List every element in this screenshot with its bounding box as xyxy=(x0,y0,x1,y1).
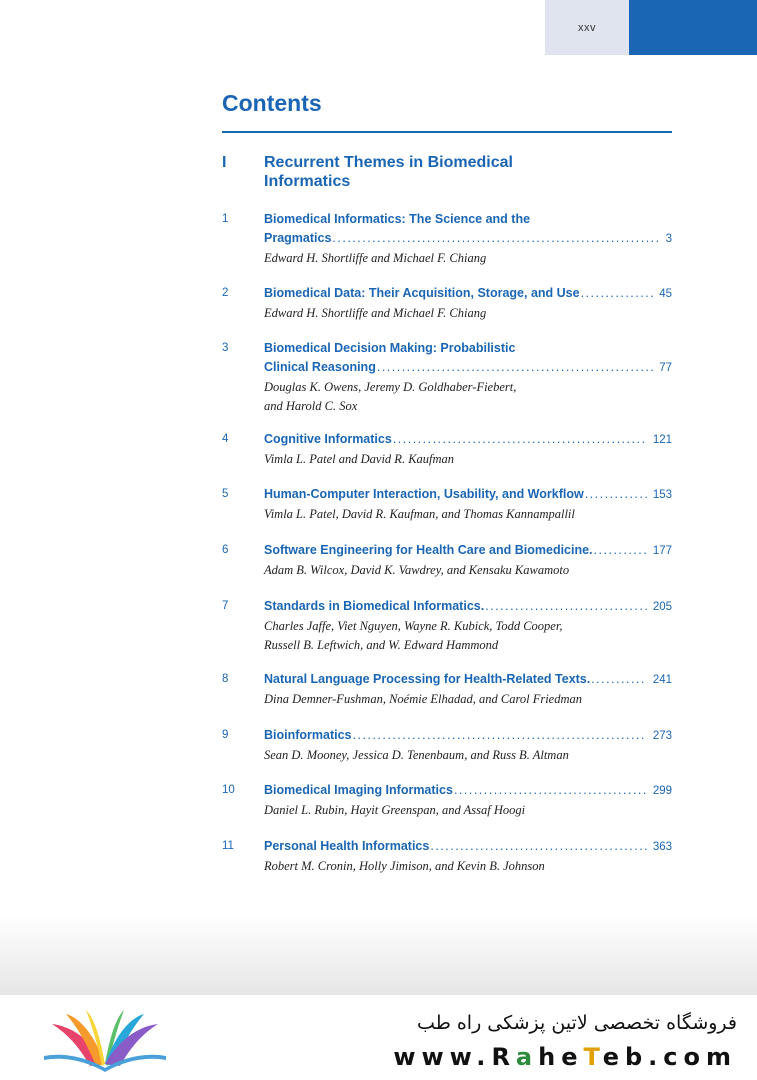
dot-leader xyxy=(332,229,659,248)
dot-leader xyxy=(594,541,647,560)
chapter-title-line xyxy=(264,597,672,617)
chapter-page-number: 3 xyxy=(665,233,672,245)
part-title: Recurrent Themes in Biomedical Informatics xyxy=(264,154,513,190)
chapter-title: Bioinformatics xyxy=(264,728,352,742)
contents-title: Contents xyxy=(222,90,322,116)
chapter-number: 2 xyxy=(222,287,229,299)
chapter-title: Pragmatics xyxy=(264,231,332,245)
chapter-number: 10 xyxy=(222,784,235,796)
chapter-body xyxy=(264,485,672,524)
chapter-body xyxy=(264,541,672,580)
chapter-title-line xyxy=(264,358,672,378)
chapter-title-line xyxy=(264,781,672,801)
chapter-body xyxy=(264,210,672,268)
chapter-title: Biomedical Data: Their Acquisition, Storage, and Use xyxy=(264,286,580,300)
chapter-page-number: 77 xyxy=(659,362,672,374)
chapter-authors: Daniel L. Rubin, Hayit Greenspan, and Assaf Hoogi xyxy=(264,803,526,817)
shop-url: www.RaheTeb.com xyxy=(393,1043,737,1071)
chapter-body xyxy=(264,837,672,876)
chapter-title-line xyxy=(264,485,672,505)
dot-leader xyxy=(430,837,646,856)
chapter-body xyxy=(264,781,672,820)
chapter-authors: Dina Demner-Fushman, Noémie Elhadad, and Carol Friedman xyxy=(264,692,583,706)
chapter-authors: Sean D. Mooney, Jessica D. Tenenbaum, and Russ B. Altman xyxy=(264,748,569,762)
chapter-title: Human-Computer Interaction, Usability, and Workflow xyxy=(264,487,584,501)
chapter-body xyxy=(264,284,672,323)
chapter-title-line xyxy=(264,670,672,690)
chapter-title: Natural Language Processing for Health-Related Texts. xyxy=(264,672,591,686)
chapter-number: 11 xyxy=(222,840,234,852)
chapter-title-line xyxy=(264,837,672,857)
chapter-title-line xyxy=(264,726,672,746)
chapter-authors: Edward H. Shortliffe and Michael F. Chiang xyxy=(264,306,487,320)
chapter-title-line-1: Biomedical Informatics: The Science and the xyxy=(264,212,531,226)
chapter-authors: Vimla L. Patel, David R. Kaufman, and Thomas Kannampallil xyxy=(264,507,575,521)
chapter-title-line xyxy=(264,541,672,561)
chapter-title: Software Engineering for Health Care and Biomedicine. xyxy=(264,543,593,557)
chapter-page-number: 205 xyxy=(652,601,672,613)
open-book-logo-icon xyxy=(40,1008,170,1072)
chapter-page-number: 363 xyxy=(652,841,672,853)
chapter-page-number: 121 xyxy=(652,434,672,446)
chapter-number: 3 xyxy=(222,342,229,354)
chapter-authors: Charles Jaffe, Viet Nguyen, Wayne R. Kubick, Todd Cooper, xyxy=(264,619,563,633)
dot-leader xyxy=(581,284,654,303)
dot-leader xyxy=(585,485,647,504)
chapter-number: 7 xyxy=(222,600,229,612)
chapter-number: 5 xyxy=(222,488,229,500)
chapter-title-line xyxy=(264,430,672,450)
chapter-title: Standards in Biomedical Informatics. xyxy=(264,599,485,613)
chapter-number: 1 xyxy=(222,213,229,225)
chapter-number: 9 xyxy=(222,729,229,741)
chapter-page-number: 45 xyxy=(659,288,672,300)
chapter-authors: Robert M. Cronin, Holly Jimison, and Kevin B. Johnson xyxy=(264,859,545,873)
chapter-title-line-1: Biomedical Decision Making: Probabilistic xyxy=(264,341,516,355)
part-number: I xyxy=(222,154,227,171)
chapter-authors: Russell B. Leftwich, and W. Edward Hammond xyxy=(264,638,499,652)
page-number: xxv xyxy=(545,0,629,55)
chapter-authors: Edward H. Shortliffe and Michael F. Chiang xyxy=(264,251,487,265)
title-rule xyxy=(222,131,672,133)
chapter-number: 8 xyxy=(222,673,229,685)
chapter-body xyxy=(264,430,672,469)
chapter-page-number: 299 xyxy=(652,785,672,797)
chapter-body xyxy=(264,339,672,416)
chapter-page-number: 177 xyxy=(652,545,672,557)
chapter-authors: Adam B. Wilcox, David K. Vawdrey, and Kensaku Kawamoto xyxy=(264,563,570,577)
chapter-body xyxy=(264,670,672,709)
chapter-title-line xyxy=(264,229,672,249)
dot-leader xyxy=(377,358,653,377)
dot-leader xyxy=(454,781,647,800)
chapter-title: Biomedical Imaging Informatics xyxy=(264,783,453,797)
chapter-number: 4 xyxy=(222,433,229,445)
dot-leader xyxy=(591,670,647,689)
chapter-authors: Douglas K. Owens, Jeremy D. Goldhaber-Fiebert, xyxy=(264,380,517,394)
shop-name: فروشگاه تخصصی لاتین پزشکی راه طب xyxy=(417,1012,737,1034)
chapter-title: Personal Health Informatics xyxy=(264,839,430,853)
chapter-number: 6 xyxy=(222,544,229,556)
chapter-page-number: 241 xyxy=(652,674,672,686)
chapter-authors: Vimla L. Patel and David R. Kaufman xyxy=(264,452,455,466)
chapter-page-number: 153 xyxy=(652,489,672,501)
chapter-page-number: 273 xyxy=(652,730,672,742)
chapter-title: Cognitive Informatics xyxy=(264,432,392,446)
chapter-title-line xyxy=(264,284,672,304)
chapter-authors: and Harold C. Sox xyxy=(264,399,358,413)
dot-leader xyxy=(485,597,647,616)
dot-leader xyxy=(393,430,647,449)
chapter-title: Clinical Reasoning xyxy=(264,360,376,374)
corner-color-block xyxy=(629,0,757,55)
chapter-body xyxy=(264,726,672,765)
dot-leader xyxy=(353,726,647,745)
footer-fade xyxy=(0,915,757,995)
chapter-body xyxy=(264,597,672,655)
